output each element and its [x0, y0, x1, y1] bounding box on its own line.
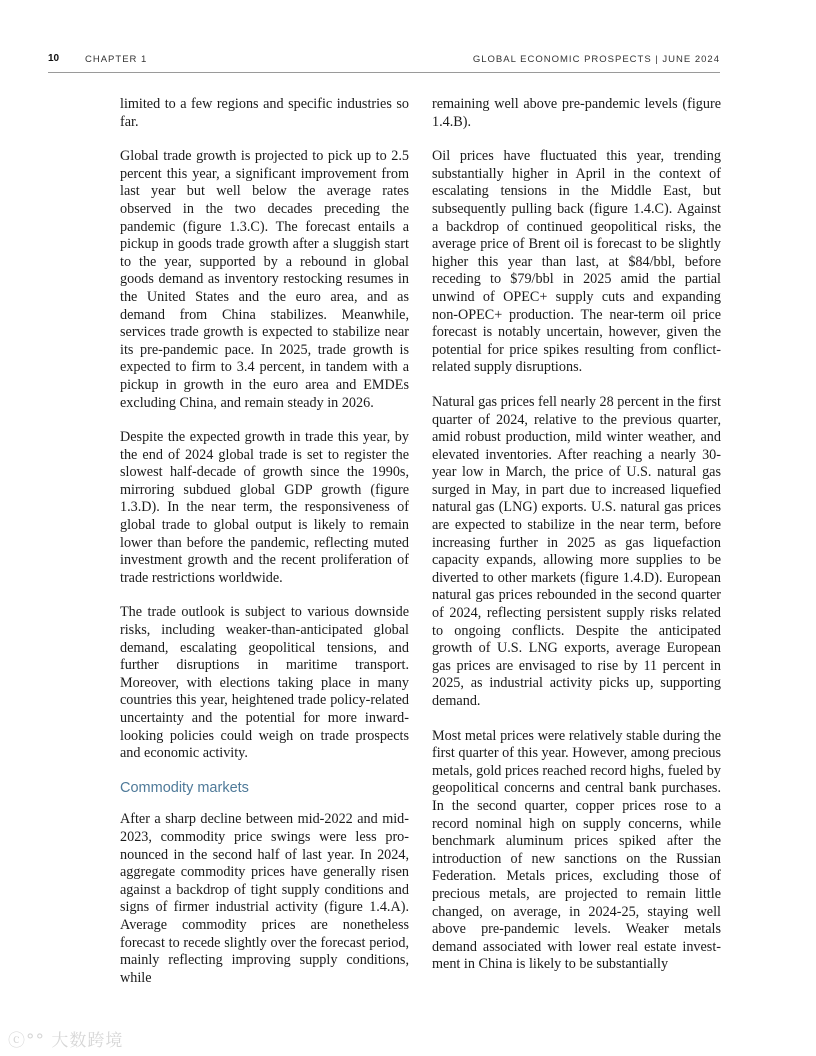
chapter-label: CHAPTER 1	[85, 54, 148, 65]
paragraph: Global trade growth is projected to pick up to 2.5 percent this year, a significant improvement from last year but well below the average rates observed in the two decades preceding the pandemic (figure 1.3.C). The forecast entails a pickup in goods trade growth after a sluggish start to the year, supported by a rebound in global goods demand as inventory restocking resumes in the United States and the euro area, and as demand from China stabilizes. Meanwhile, services trade growth is expected to stabilize near its pre-pandemic pace. In 2025, trade growth is expected to firm to 3.4 percent, in tandem with a pickup in growth in the euro area and EMDEs excluding China, and remain steady in 2026.	[120, 148, 409, 411]
left-column	[120, 96, 409, 1004]
watermark-text: 大数跨境	[51, 1031, 124, 1051]
paragraph: The trade outlook is subject to various downside risks, including weaker-than-anticipated global demand, escalating geopolitical tensions, and further disruptions in maritime transport. Moreover, with elections taking place in many countries this year, heightened trade policy-related uncertainty and the potential for more inward-looking policies could weigh on trade prospects and economic activity.	[120, 604, 409, 762]
paragraph: Oil prices have fluctuated this year, trending substantially higher in April in the context of escalating tensions in the Middle East, but subsequently pulling back (figure 1.4.C). Against a backdrop of continued geopolitical risks, the average price of Brent oil is forecast to be slightly higher this year than last, at $84/bbl, before receding to $79/bbl in 2025 amid the partial unwind of OPEC+ supply cuts and expanding non-OPEC+ production. The near-term oil price forecast is notably uncertain, however, given the potential for price spikes resulting from conflict-related supply disruptions.	[432, 148, 721, 376]
running-header	[48, 50, 720, 73]
paragraph: limited to a few regions and specific industries so far.	[120, 96, 409, 130]
section-heading: Commodity markets	[120, 779, 249, 796]
paragraph: remaining well above pre-pandemic levels (figure 1.4.B).	[432, 96, 721, 130]
publication-title: GLOBAL ECONOMIC PROSPECTS | JUNE 2024	[472, 54, 720, 65]
right-column	[432, 96, 721, 991]
paragraph: After a sharp decline between mid-2022 and mid-2023, commodity price swings were less pronounced in the second half of last year. In 2024, aggregate commodity prices have generally risen against a backdrop of tight supply conditions and signs of firmer industrial activity (figure 1.4.A). Average commodity prices are nonetheless forecast to recede slightly over the forecast period, mainly reflecting improving supply conditions, while	[120, 811, 409, 986]
paragraph: Natural gas prices fell nearly 28 percent in the first quarter of 2024, relative to the previous quarter, amid robust production, mild winter weather, and elevated inventories. After reaching a nearly 30-year low in March, the price of U.S. natural gas surged in May, in part due to increased liquefied natural gas (LNG) exports. U.S. natural gas prices are expected to stabilize in the near term, before increasing further in 2025 as gas liquefaction capacity expands, allowing more supplies to be diverted to other markets (figure 1.4.D). European natural gas prices rebounded in the second quarter of 2024, reflecting persistent supply risks related to ongoing conflicts. Despite the anticipated growth of U.S. LNG exports, average European gas prices are envisaged to rise by 11 percent in 2025, as industrial activity picks up, supporting demand.	[432, 393, 721, 709]
paragraph: Despite the expected growth in trade this year, by the end of 2024 global trade is set to register the slowest half-decade of growth since the 1990s, mirroring subdued global GDP growth (figure 1.3.D). In the near term, the responsiveness of global trade to global output is likely to remain lower than before the pandemic, reflecting muted investment growth and the recent proliferation of trade restrictions worldwide.	[120, 429, 409, 586]
page-number: 10	[48, 53, 60, 64]
watermark-logo	[8, 1026, 123, 1051]
paragraph: Most metal prices were relatively stable during the first quarter of this year. However, among precious metals, gold prices reached record highs, fueled by geopolitical concerns and central bank purchases. In the second quarter, copper prices rose to a record nominal high on supply concerns, while benchmark aluminum prices spiked after the introduction of new sanctions on the Russian Federation. Metals prices, excluding those of precious metals, are projected to remain little changed, on average, in 2024-25, staying well above pre-pandemic levels. Weaker metals demand associated with lower real estate investment in China is likely to be substantially	[432, 727, 721, 973]
watermark-icon: ⓒ°°	[8, 1031, 45, 1051]
